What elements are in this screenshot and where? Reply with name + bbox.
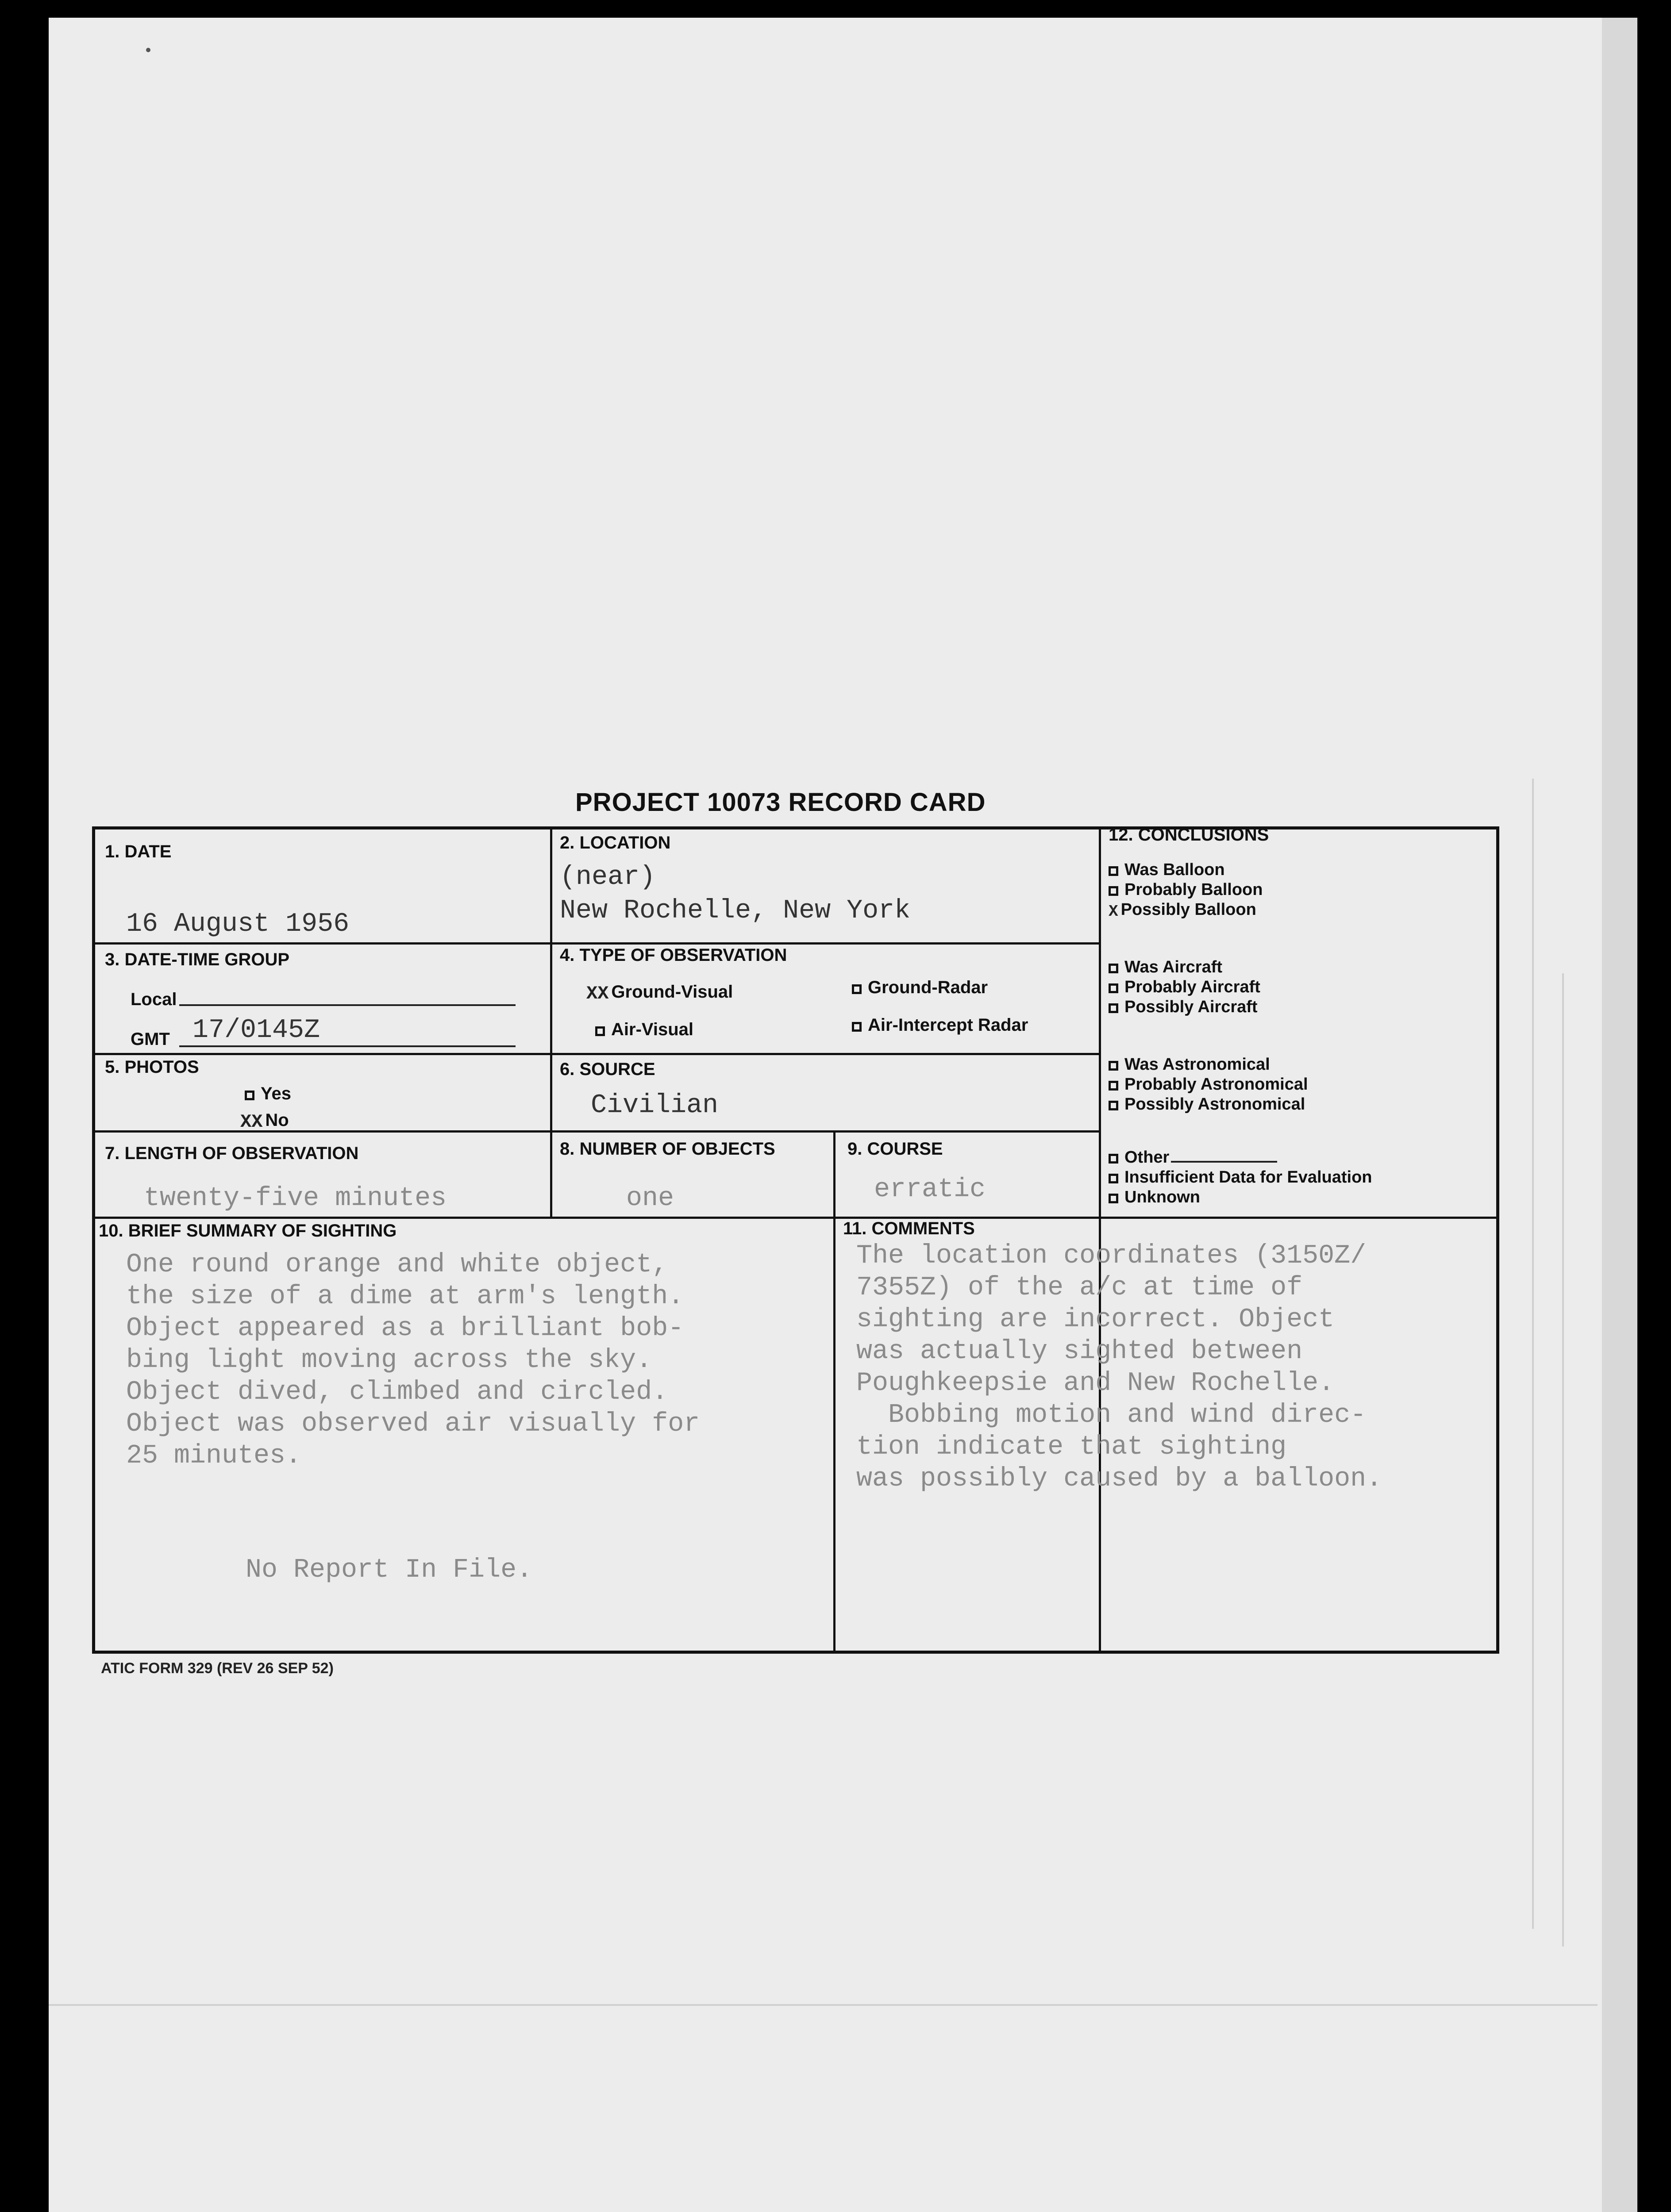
checkbox: [852, 1022, 862, 1032]
record-card: [92, 826, 1499, 1654]
photos-label: 5. PHOTOS: [105, 1057, 199, 1077]
x-mark: XX: [240, 1111, 263, 1133]
comments-line: Poughkeepsie and New Rochelle.: [856, 1368, 1335, 1398]
divider: [95, 1217, 1498, 1219]
edge-line: [1532, 779, 1534, 1929]
summary-line: the size of a dime at arm's length.: [126, 1282, 684, 1312]
air-intercept-radar-option: [852, 1015, 1028, 1035]
divider: [95, 942, 551, 945]
comments-line: The location coordinates (3150Z/: [856, 1241, 1367, 1271]
photos-no-label: No: [265, 1110, 289, 1130]
divider: [1099, 830, 1101, 1219]
conclusion-item: [1109, 880, 1263, 899]
fold-line: [49, 2004, 1598, 2006]
checkbox: [1109, 886, 1118, 896]
summary-line: bing light moving across the sky.: [126, 1345, 652, 1375]
local-label: Local: [131, 990, 177, 1009]
comments-line: 7355Z) of the a/c at time of: [856, 1273, 1303, 1303]
summary-line: Object appeared as a brilliant bob-: [126, 1313, 684, 1344]
conclusion-label: Probably Balloon: [1124, 880, 1263, 899]
photos-yes-label: Yes: [261, 1084, 291, 1103]
divider: [550, 830, 552, 1219]
conclusion-item: [1109, 1188, 1200, 1207]
conclusion-label: Probably Astronomical: [1124, 1075, 1308, 1094]
ground-visual-label: Ground-Visual: [611, 982, 733, 1002]
conclusion-item: [1109, 900, 1256, 921]
location-line2: New Rochelle, New York: [560, 896, 911, 926]
gmt-value: 17/0145Z: [193, 1015, 320, 1045]
checkbox: [852, 984, 862, 994]
date-label: 1. DATE: [105, 842, 172, 861]
edge-line: [1562, 973, 1564, 1947]
number-of-objects-label: 8. NUMBER OF OBJECTS: [560, 1139, 775, 1159]
checkbox: [1109, 1174, 1118, 1183]
conclusion-item: [1109, 1075, 1308, 1094]
ground-visual-option: [586, 982, 733, 1004]
conclusion-label: Probably Aircraft: [1124, 978, 1260, 996]
comments-label: 11. COMMENTS: [843, 1219, 975, 1238]
checkbox: [1109, 983, 1118, 993]
divider: [833, 1130, 836, 1652]
checkbox: [1109, 1061, 1118, 1071]
comments-line: was actually sighted between: [856, 1336, 1303, 1367]
divider: [550, 942, 1100, 945]
page-edge: [1602, 18, 1637, 2212]
photos-yes-option: [245, 1084, 291, 1104]
checkbox: [1109, 1081, 1118, 1091]
checkbox: [245, 1091, 254, 1100]
conclusion-label: Possibly Balloon: [1120, 900, 1256, 919]
conclusion-item: [1109, 1055, 1270, 1074]
ground-radar-label: Ground-Radar: [868, 978, 988, 997]
x-mark: X: [1109, 902, 1118, 921]
air-intercept-radar-label: Air-Intercept Radar: [868, 1015, 1028, 1035]
location-label: 2. LOCATION: [560, 833, 671, 853]
summary-line: Object was observed air visually for: [126, 1409, 700, 1439]
conclusion-item: [1109, 1095, 1305, 1114]
conclusion-label: Was Balloon: [1124, 860, 1225, 879]
conclusion-label: Was Aircraft: [1124, 958, 1223, 976]
gmt-label: GMT: [131, 1029, 170, 1049]
source-value: Civilian: [591, 1091, 719, 1121]
conclusion-item: [1109, 1168, 1372, 1187]
date-time-group-label: 3. DATE-TIME GROUP: [105, 950, 290, 969]
conclusion-label: Possibly Astronomical: [1124, 1095, 1305, 1114]
summary-label: 10. BRIEF SUMMARY OF SIGHTING: [99, 1221, 397, 1240]
conclusion-item: [1109, 860, 1225, 879]
checkbox: [1109, 866, 1118, 876]
comments-line: sighting are incorrect. Object: [856, 1305, 1335, 1335]
source-label: 6. SOURCE: [560, 1060, 655, 1079]
conclusions-label: 12. CONCLUSIONS: [1109, 825, 1269, 845]
local-line: [179, 1004, 516, 1006]
checkbox: [1109, 1154, 1118, 1164]
conclusion-item: [1109, 998, 1258, 1017]
conclusion-item: [1109, 1148, 1277, 1167]
course-label: 9. COURSE: [847, 1139, 943, 1159]
photos-no-option: [240, 1110, 289, 1133]
conclusion-label: Possibly Aircraft: [1124, 998, 1258, 1016]
comments-line: was possibly caused by a balloon.: [856, 1464, 1382, 1494]
summary-line: 25 minutes.: [126, 1441, 302, 1471]
course-value: erratic: [874, 1175, 986, 1205]
checkbox: [1109, 1003, 1118, 1013]
date-value: 16 August 1956: [126, 909, 350, 939]
conclusion-label: Was Astronomical: [1124, 1055, 1270, 1074]
checkbox: [1109, 1194, 1118, 1203]
number-of-objects-value: one: [626, 1183, 674, 1214]
comments-line: tion indicate that sighting: [856, 1432, 1287, 1462]
x-mark: XX: [586, 983, 609, 1004]
comments-line: Bobbing motion and wind direc-: [856, 1400, 1367, 1430]
summary-line: Object dived, climbed and circled.: [126, 1377, 668, 1407]
summary-line: One round orange and white object,: [126, 1250, 668, 1280]
conclusion-label: Other: [1124, 1148, 1170, 1167]
checkbox: [1109, 964, 1118, 973]
other-line: [1171, 1161, 1277, 1163]
air-visual-option: [595, 1020, 693, 1040]
length-label: 7. LENGTH OF OBSERVATION: [105, 1144, 359, 1163]
gmt-line: [179, 1045, 516, 1047]
divider: [95, 1053, 1100, 1055]
summary-note: No Report In File.: [246, 1555, 533, 1585]
form-id: ATIC FORM 329 (REV 26 SEP 52): [101, 1660, 334, 1677]
speck: [146, 48, 150, 52]
location-line1: (near): [560, 862, 656, 892]
length-value: twenty-five minutes: [144, 1183, 447, 1214]
ground-radar-option: [852, 978, 988, 998]
checkbox: [1109, 1101, 1118, 1110]
checkbox: [595, 1026, 605, 1036]
type-of-observation-label: 4. TYPE OF OBSERVATION: [560, 945, 787, 965]
air-visual-label: Air-Visual: [611, 1020, 693, 1039]
conclusion-label: Unknown: [1124, 1188, 1200, 1206]
conclusion-label: Insufficient Data for Evaluation: [1124, 1168, 1372, 1187]
conclusion-item: [1109, 958, 1222, 977]
card-title: PROJECT 10073 RECORD CARD: [575, 788, 986, 817]
conclusion-item: [1109, 978, 1260, 997]
